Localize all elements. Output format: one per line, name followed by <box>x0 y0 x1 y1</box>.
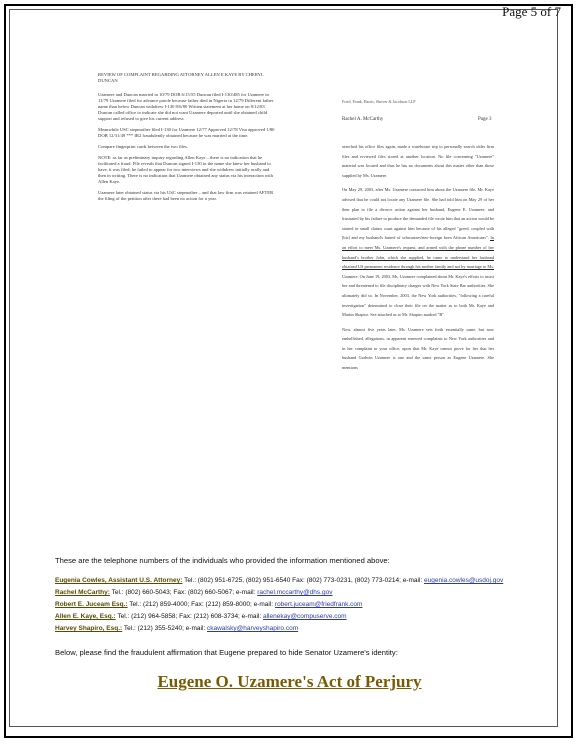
contact-name: Allen E. Kaye, Esq.: <box>55 613 116 620</box>
letter-body <box>342 142 494 378</box>
complaint-review-notes <box>98 72 278 207</box>
notes-block-status: Uzamere later obtained status via his USC stepmother – and that law firm was retained AFTER the filing of the petition after there had been no action for a year. <box>98 190 274 201</box>
contact-email-link[interactable]: robert.juceam@friedfrank.com <box>274 601 363 608</box>
contact-details: Tel.: (212) 355-5240; e-mail: <box>122 625 207 632</box>
letter-addressee: Rachel A. McCarthy <box>342 117 384 122</box>
underlined-passage: In an effort to meet Ms. Uzamere's request, and armed with the phone number of her husband's brother John, which she supplied, he came to understand her husband obtained US permanent residence through his mother family and not by marriage to Ms. <box>342 235 495 270</box>
contact-line <box>55 613 347 620</box>
contact-details: Tel.: (802) 951-6725, (802) 951-6540 Fax: (802) 773-0231, (802) 773-0214; e-mail: <box>182 577 425 584</box>
contact-line <box>55 589 332 596</box>
contacts-intro: These are the telephone numbers of the individuals who provided the information mentioned above: <box>55 556 390 565</box>
notes-block-fingerprint: Compare fingerprint cards between the two files. <box>98 144 188 149</box>
contact-name: Robert E. Juceam Esq.: <box>55 601 128 608</box>
letter-text: On May 29, 2003, after Ms. Uzamere contacted him about the Uzamere file, Mr. Kaye advised that he could not locate any Uzamere file. She had told him on May 29 of her then plan to file a divorce action against her husband, Eugene E. Uzamere, and frustrated by his failure to produce the demanded file wrote him that an action would be started in small claims court against him because of his alleged "greed, coupled with [his] and my husband's hatred of schwartzes/neo-foreign born African Americans". <box>342 187 494 241</box>
notes-block-stepmother: Meanwhile USC stepmother filed I-130 for Uzamere 12/77 Approved 12/78 Visa approved 1/80 DOB 12/31/49 *** IR2 fraudulently obtained because he was married at the time. <box>98 127 275 138</box>
contact-name: Rachel McCarthy: <box>55 589 110 596</box>
contact-name: Harvey Shapiro, Esq.: <box>55 625 123 632</box>
notes-block-marriage: Uzamere and Duncan married in 10/79 DOB 6/15/55 Duncan filed I-130/485 for Uzamere in 11/79 Uzamere filed for advance parole because father died in Nigeria in 12/79 Different father name than below Duncan withdrew I-130 8/6/80 Written statement at her home on 8/12/83 Duncan called office to indicate she did not want Uzamere deported until she obtained child support and refused to give his current address <box>98 92 274 121</box>
letter-paragraph: Now, almost five years later, Ms. Uzamere sets forth essentially same, but now embellished, allegations, in apparent renewed complaints to New York authorities and in her complaint to your office, upon that Mr. Kaye cannot prove for her that her husband Godwin Uzamere is one and the same person as Eugene Uzamere. She mentions <box>342 326 494 371</box>
contact-line <box>55 601 362 608</box>
letter-text: Uzamere. On June 19, 2003, Ms. Uzamere complained about Mr. Kaye's efforts to assist her and threatened to file disciplinary charges with New York State Bar authorities. She ultimately did so. In November, 2003, the New York authorities, "following a careful investigation" determined to close their file on the matter as to both Mr. Kaye and Martin Shapiro. See attached as to Mr. Shapiro marked "B". <box>342 273 494 318</box>
contact-details: Tel.: (212) 964-5858; Fax: (212) 608-3734; e-mail: <box>115 613 263 620</box>
perjury-title: Eugene O. Uzamere's Act of Perjury <box>157 672 422 691</box>
contact-details: Tel.: (212) 859-4000; Fax: (212) 859-8000; e-mail: <box>127 601 275 608</box>
letter-paragraph <box>342 185 494 319</box>
affirmation-intro: Below, please find the fraudulent affirmation that Eugene prepared to hide Senator Uzamere's identity: <box>55 648 398 657</box>
contact-email-link[interactable]: eugenia.cowles@usdoj.gov <box>424 577 504 584</box>
notes-block-note: NOTE: as far as preliminary inquiry regarding Allen Kaye – there is no indication that he facilitated a fraud. File reveals that Duncan signed I-130 in the name she knew her husband to have, it was filed; he failed to appear for two interviews and she withdrew initially orally and then in writing. There is no indication that Uzamere obtained any status via his interaction with Allen Kaye. <box>98 155 273 184</box>
contact-line <box>55 577 503 584</box>
letter-paragraph: searched his office files again, made a warehouse trip to personally search older firm files and reviewed files stored at another location. No file concerning "Uzamere" material was located and thus he has no documents about this matter other than those supplied by Ms. Uzamere. <box>342 144 494 178</box>
letter-page-label: Page 3 <box>478 117 492 122</box>
notes-header: REVIEW OF COMPLAINT REGARDING ATTORNEY ALLEN E KAYE BY CHERYL DUNCAN <box>98 72 264 83</box>
letterhead: Fried, Frank, Harris, Shriver & Jacobson LLP <box>342 99 416 104</box>
contact-line <box>55 625 298 632</box>
page-number: Page 5 of 7 <box>502 4 561 19</box>
contact-email-link[interactable]: ckawalsky@harveyshapiro.com <box>207 625 299 632</box>
contact-email-link[interactable]: rachel.mccarthy@dhs.gov <box>257 589 333 596</box>
contact-name: Eugenia Cowles, Assistant U.S. Attorney: <box>55 577 183 584</box>
contact-details: Tel.: (802) 660-5043; Fax: (802) 660-5067; e-mail: <box>109 589 258 596</box>
contact-email-link[interactable]: allenekay@compuserve.com <box>262 613 347 620</box>
